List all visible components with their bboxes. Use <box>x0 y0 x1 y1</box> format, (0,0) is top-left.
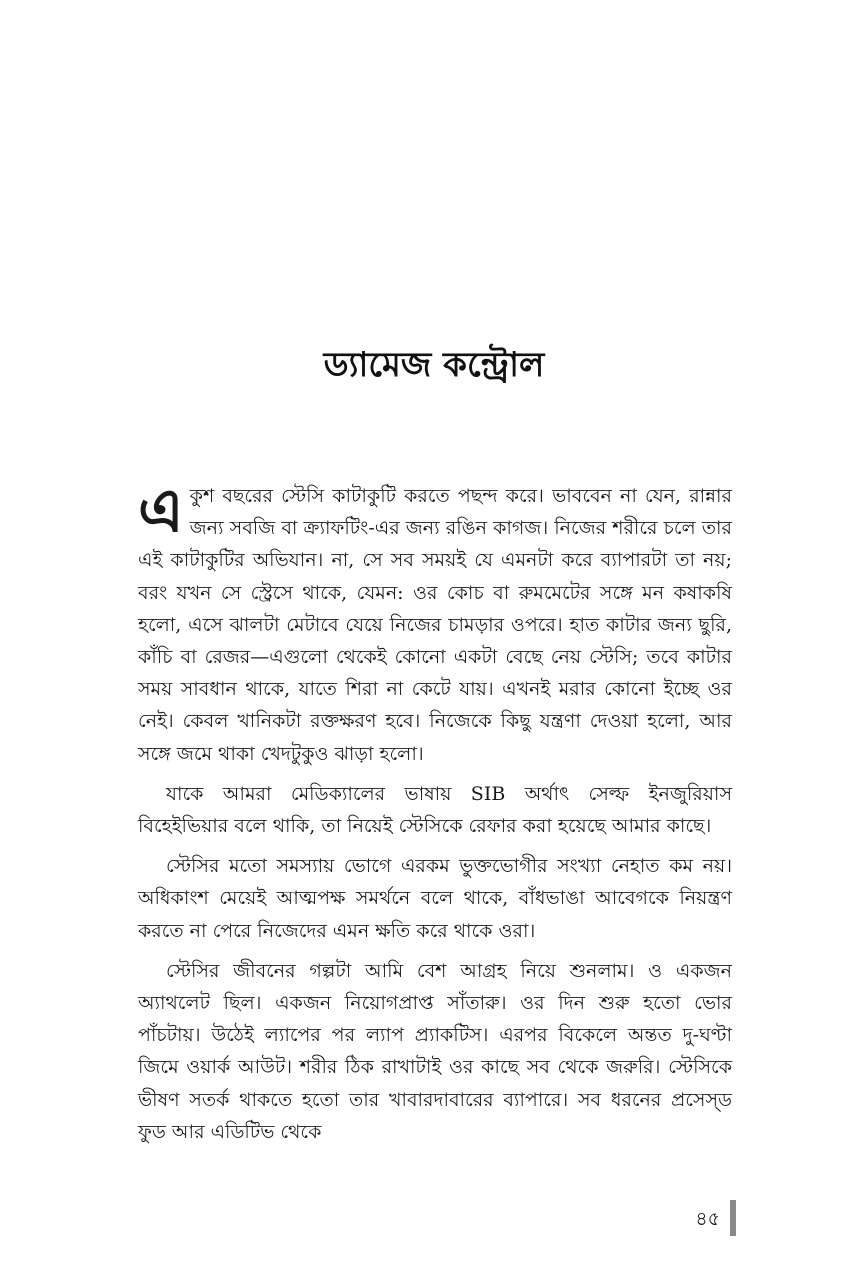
paragraph-2: যাকে আমরা মেডিক্যালের ভাষায় SIB অর্থাৎ সেল্ফ ইনজুরিয়াস বিহেইভিয়ার বলে থাকি, তা নিয়েই স্টেসিকে রেফার করা হয়েছে আমার কাছে। <box>138 782 732 838</box>
chapter-title: ড্যামেজ কন্ট্রোল <box>323 345 545 385</box>
body-text <box>138 476 732 1156</box>
paragraph-1-text: কুশ বছরের স্টেসি কাটাকুটি করতে পছন্দ করে। ভাববেন না যেন, রান্নার জন্য সবজি বা ক্র্যাফটিং-এর জন্য রঙিন কাগজ। নিজের শরীরে চলে তার এই কাটাকুটির অভিযান। না, সে সব সময়ই যে এমনটা করে ব্যাপারটা তা নয়; বরং যখন সে স্ট্রেসে থাকে, যেমন: ওর কোচ বা রুমমেটের সঙ্গে মন কষাকষি হলো, এসে ঝালটা মেটাবে যেয়ে নিজের চামড়ার ওপরে। হাত কাটার জন্য ছুরি, কাঁচি বা রেজর—এগুলো থেকেই কোনো একটা বেছে নেয় স্টেসি; তবে কাটার সময় সাবধান থাকে, যাতে শিরা না কেটে যায়। এখনই মরার কোনো ইচ্ছে ওর নেই। কেবল খানিকটা রক্তক্ষরণ হবে। নিজেকে কিছু যন্ত্রণা দেওয়া হলো, আর সঙ্গে জমে থাকা খেদটুকুও ঝাড়া হলো। <box>138 485 732 765</box>
drop-cap: এ <box>138 476 184 546</box>
paragraph-1 <box>138 476 732 770</box>
page-edge-bar <box>730 1200 736 1236</box>
paragraph-4: স্টেসির জীবনের গল্পটা আমি বেশ আগ্রহ নিয়ে শুনলাম। ও একজন অ্যাথলেট ছিল। একজন নিয়োগপ্রাপ্ত সাঁতারু। ওর দিন শুরু হতো ভোর পাঁচটায়। উঠেই ল্যাপের পর ল্যাপ প্র্যাকটিস। এরপর বিকেলে অন্তত দু-ঘণ্টা জিমে ওয়ার্ক আউট। শরীর ঠিক রাখাটাই ওর কাছে সব থেকে জরুরি। স্টেসিকে ভীষণ সতর্ক থাকতে হতো তার খাবারদাবারের ব্যাপারে। সব ধরনের প্রসেস্‌ড ফুড আর এডিটিভ থেকে <box>138 959 732 1143</box>
page-number: ৪৫ <box>695 1208 720 1230</box>
paragraph-3: স্টেসির মতো সমস্যায় ভোগে এরকম ভুক্তভোগীর সংখ্যা নেহাত কম নয়। অধিকাংশ মেয়েই আত্মপক্ষ সমর্থনে বলে থাকে, বাঁধভাঙা আবেগকে নিয়ন্ত্রণ করতে না পেরে নিজেদের এমন ক্ষতি করে থাকে ওরা। <box>138 855 732 942</box>
